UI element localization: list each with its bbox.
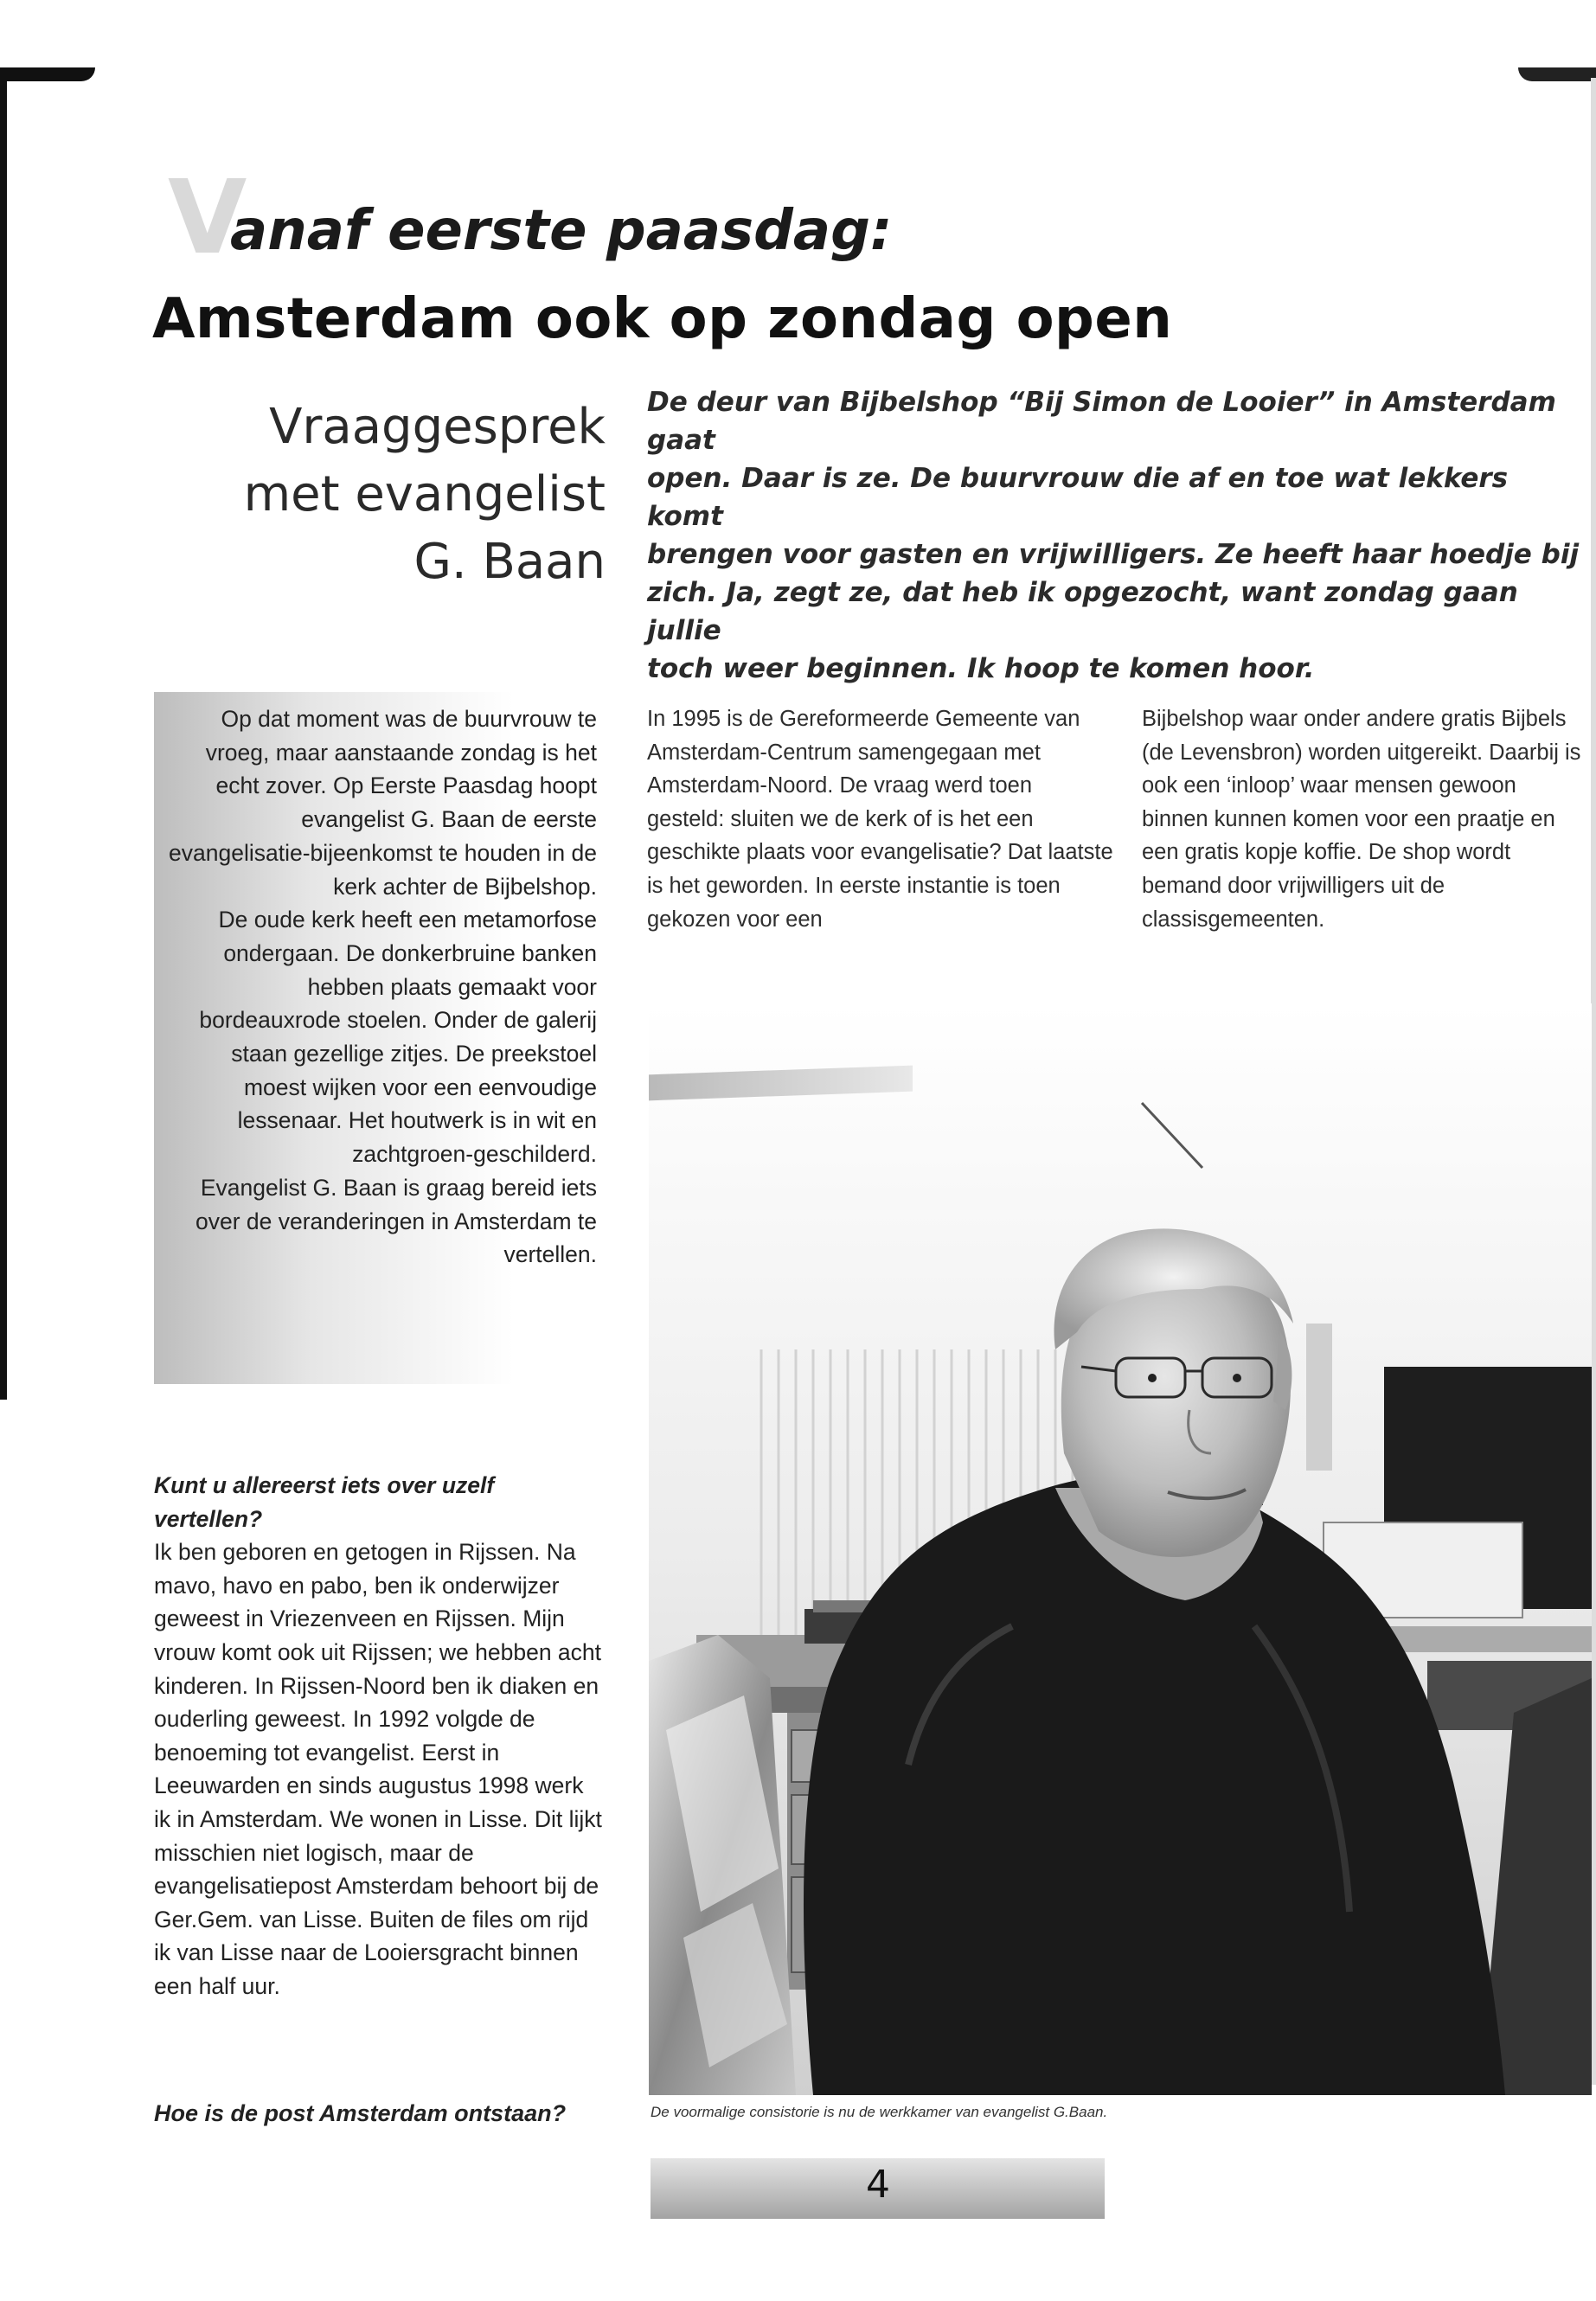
title-dropcap: V <box>168 157 246 277</box>
scan-edge-left <box>0 67 7 1400</box>
photo-evangelist <box>649 1003 1592 2095</box>
intro-line: open. Daar is ze. De buurvrouw die af en toe wat lekkers komt <box>647 463 1509 532</box>
interview-section <box>154 1469 604 2003</box>
interview-answer-1: Ik ben geboren en getogen in Rijssen. Na mavo, havo en pabo, ben ik onderwijzer geweest in Vriezenveen en Rijssen. Mijn vrouw komt ook uit Rijssen; we hebben acht kinderen. In Rijssen-Noord ben ik diaken en ouderling geweest. In 1992 volgde de benoeming tot evangelist. Eerst in Leeuwarden en sinds augustus 1998 werk ik in Amsterdam. We wonen in Lisse. Dit lijkt misschien niet logisch, maar de evangelisatiepost Amsterdam behoort bij de Ger.Gem. van Lisse. Buiten de files om rijd ik van Lisse naar de Looiersgracht binnen een half uur. <box>154 1539 602 1999</box>
interview-question-1: Kunt u allereerst iets over uzelf vertellen? <box>154 1472 495 1532</box>
sidebar-paragraph: Evangelist G. Baan is graag bereid iets over de veranderingen in Amsterdam te vertellen. <box>195 1174 597 1268</box>
subtitle <box>156 394 606 596</box>
sidebar-paragraph: De oude kerk heeft een metamorfose ondergaan. De donkerbruine banken hebben plaats gemaakt voor bordeauxrode stoelen. Onder de galerij staan gezellige zitjes. De preekstoel moest wijken voor een eenvoudige lessenaar. Het houtwerk is in wit en zachtgroen-geschilderd. <box>199 907 597 1168</box>
body-column-2: In 1995 is de Gereformeerde Gemeente van Amsterdam-Centrum samengegaan met Amsterdam-Noord. De vraag werd toen gesteld: sluiten we de kerk of is het een geschikte plaats voor evangelisatie? Dat laatste is het geworden. In eerste instantie is toen gekozen voor een <box>647 707 1113 932</box>
interview-question-2: Hoe is de post Amsterdam ontstaan? <box>154 2100 567 2126</box>
body-column-3: Bijbelshop waar onder andere gratis Bijbels (de Levensbron) worden uitgereikt. Daarbij is ook een ‘inloop’ waar mensen gewoon binnen kunnen komen voor een praatje en een gratis kopje koffie. De shop wordt bemand door vrijwilligers uit de classisgemeenten. <box>1142 707 1581 932</box>
subtitle-line-3: G. Baan <box>413 534 606 590</box>
scan-margin-top <box>0 0 1596 71</box>
photo-caption: De voormalige consistorie is nu de werkkamer van evangelist G.Baan. <box>651 2104 1108 2120</box>
sidebar-paragraph: Op dat moment was de buurvrouw te vroeg, maar aanstaande zondag is het echt zover. Op Eerste Paasdag hoopt evangelist G. Baan de eerste evangelisatie-bijeenkomst te houden in de kerk achter de Bijbelshop. <box>169 706 597 900</box>
title-line-1: anaf eerste paasdag: <box>230 199 893 263</box>
intro-line: toch weer beginnen. Ik hoop te komen hoor. <box>647 653 1315 684</box>
intro-paragraph <box>647 383 1590 688</box>
subtitle-line-2: met evangelist <box>243 466 606 522</box>
intro-line: De deur van Bijbelshop “Bij Simon de Looier” in Amsterdam gaat <box>647 387 1556 456</box>
sidebar-text <box>164 702 597 1272</box>
intro-line: zich. Ja, zegt ze, dat heb ik opgezocht, want zondag gaan jullie <box>647 577 1518 646</box>
scan-corner-top-right <box>1518 67 1596 81</box>
scan-corner-top-left <box>0 67 95 81</box>
page-number: 4 <box>866 2163 890 2207</box>
title-line-2: Amsterdam ook op zondag open <box>152 287 1173 351</box>
intro-line: brengen voor gasten en vrijwilligers. Ze heeft haar hoedje bij <box>647 539 1580 570</box>
subtitle-line-1: Vraaggesprek <box>269 399 606 455</box>
